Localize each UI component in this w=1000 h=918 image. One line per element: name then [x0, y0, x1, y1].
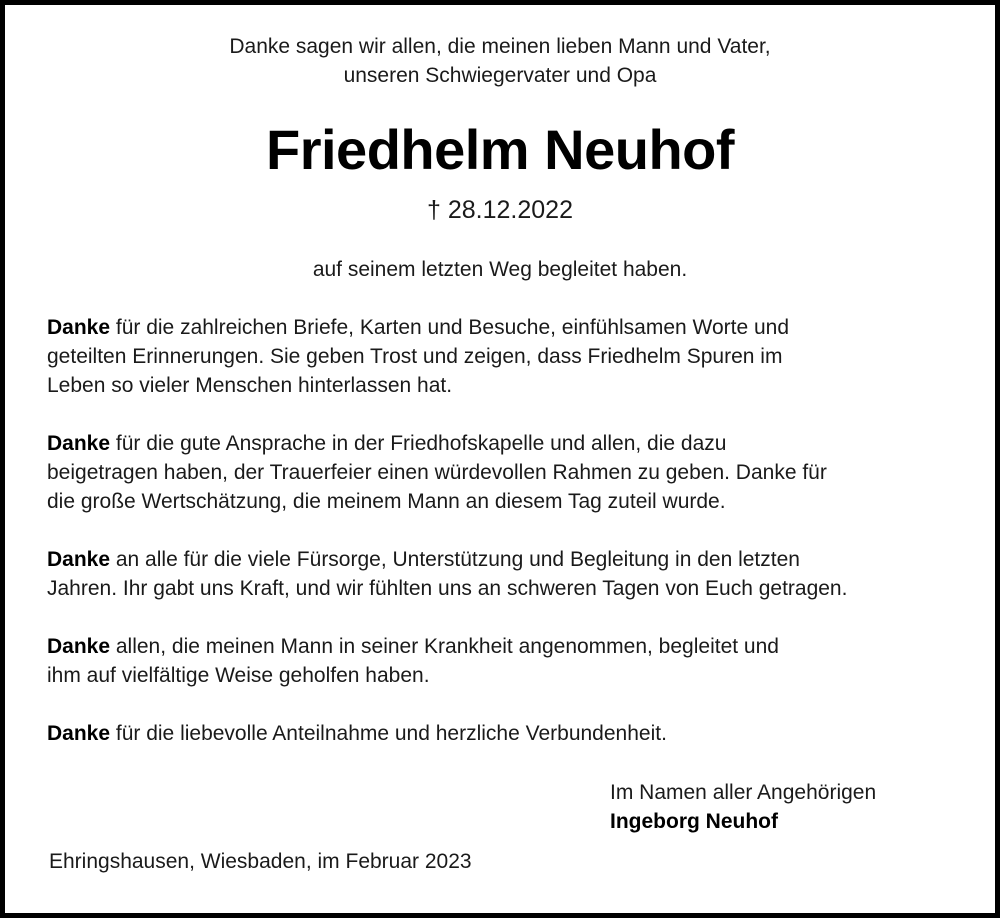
- thanks-paragraph-2: [47, 429, 977, 516]
- intro-line-1: Danke sagen wir allen, die meinen lieben Mann und Vater,: [229, 35, 771, 58]
- sub-line: auf seinem letzten Weg begleitet haben.: [312, 258, 688, 281]
- paragraph-line: allen, die meinen Mann in seiner Krankheit angenommen, begleitet und: [110, 635, 779, 658]
- paragraph-line: Leben so vieler Menschen hinterlassen hat.: [47, 374, 453, 397]
- signer-name: Ingeborg Neuhof: [610, 810, 778, 833]
- thanks-paragraph-1: [47, 313, 977, 400]
- paragraph-line: an alle für die viele Fürsorge, Unterstützung und Begleitung in den letzten: [110, 548, 800, 571]
- thanks-lead: Danke: [47, 316, 111, 339]
- paragraph-line: beigetragen haben, der Trauerfeier einen würdevollen Rahmen zu geben. Danke für: [47, 461, 827, 484]
- paragraph-line: für die liebevolle Anteilnahme und herzliche Verbundenheit.: [110, 722, 667, 745]
- paragraph-line: Jahren. Ihr gabt uns Kraft, und wir fühlten uns an schweren Tagen von Euch getragen.: [47, 577, 848, 600]
- paragraph-line: für die zahlreichen Briefe, Karten und Besuche, einfühlsamen Worte und: [110, 316, 790, 339]
- thanks-lead: Danke: [47, 635, 111, 658]
- thanks-lead: Danke: [47, 548, 111, 571]
- thanks-paragraph-4: [47, 632, 977, 690]
- signature-block: [610, 778, 876, 836]
- obituary-notice: [5, 5, 995, 913]
- thanks-paragraph-3: [47, 545, 977, 603]
- paragraph-line: ihm auf vielfältige Weise geholfen haben.: [47, 664, 430, 687]
- thanks-lead: Danke: [47, 722, 111, 745]
- intro-text: [5, 32, 995, 90]
- signature-preamble: Im Namen aller Angehörigen: [610, 781, 877, 804]
- intro-line-2: unseren Schwiegervater und Opa: [343, 64, 657, 87]
- thanks-lead: Danke: [47, 432, 111, 455]
- paragraph-line: für die gute Ansprache in der Friedhofskapelle und allen, die dazu: [110, 432, 727, 455]
- death-date: † 28.12.2022: [427, 196, 573, 224]
- place-date: Ehringshausen, Wiesbaden, im Februar 2023: [49, 850, 472, 873]
- deceased-name: Friedhelm Neuhof: [265, 118, 735, 181]
- paragraph-line: geteilten Erinnerungen. Sie geben Trost und zeigen, dass Friedhelm Spuren im: [47, 345, 783, 368]
- thanks-paragraph-5: [47, 719, 977, 748]
- paragraph-line: die große Wertschätzung, die meinem Mann an diesem Tag zuteil wurde.: [47, 490, 726, 513]
